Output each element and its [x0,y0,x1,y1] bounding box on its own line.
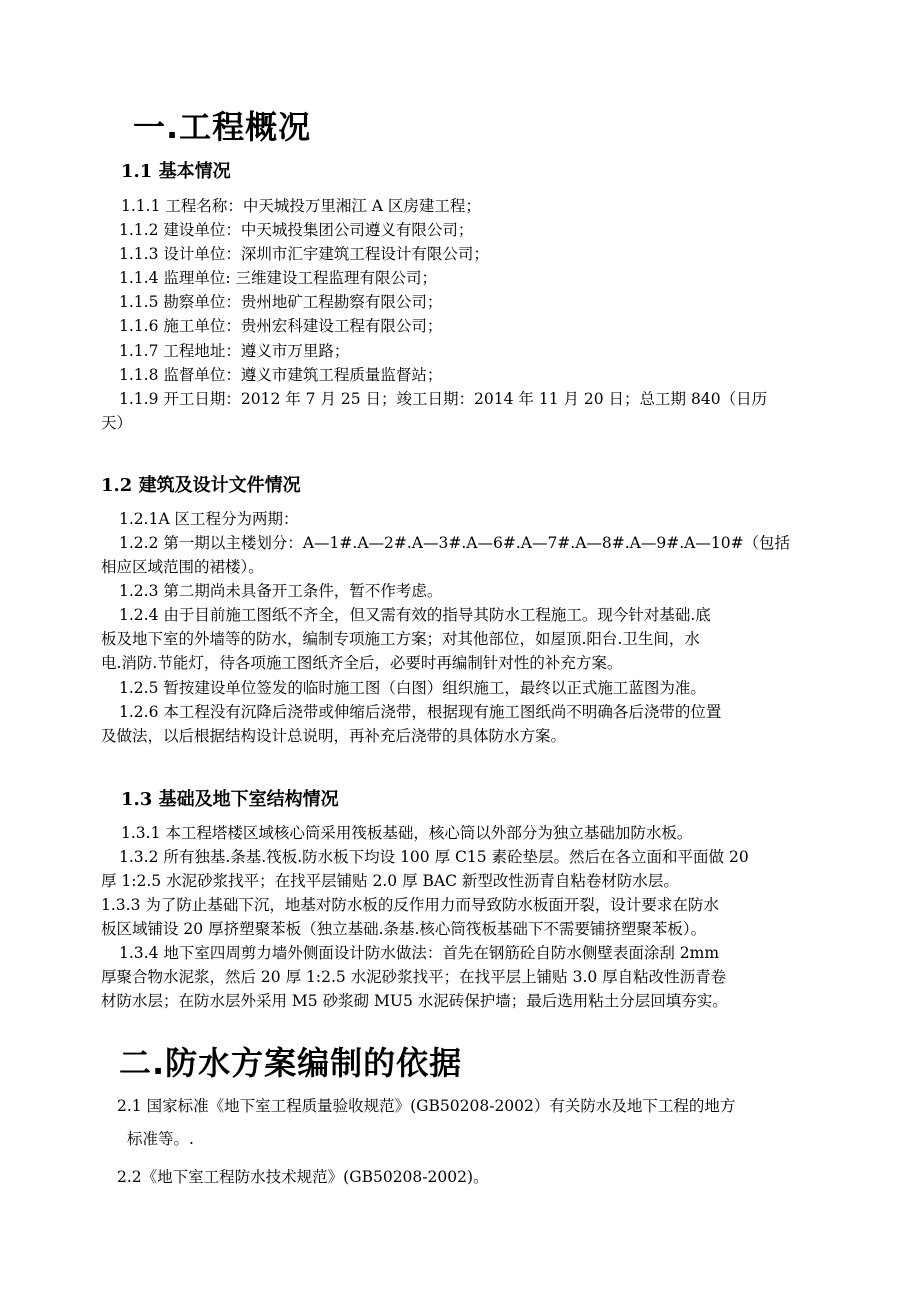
text-line: 1.1.8 监督单位：遵义市建筑工程质量监督站； [119,366,443,384]
text-line: 厚 1:2.5 水泥砂浆找平；在找平层铺贴 2.0 厚 BAC 新型改性沥青自粘卷材防水层。 [101,872,679,890]
text-line: 1.2.1A 区工程分为两期： [119,510,299,528]
subsection-1-3-title: 1.3 基础及地下室结构情况 [121,789,339,810]
text-line: 板区域铺设 20 厚挤塑聚苯板（独立基础.条基.核心筒筏板基础下不需要铺挤塑聚苯板）。 [101,920,707,938]
text-line: 及做法，以后根据结构设计总说明，再补充后浇带的具体防水方案。 [101,727,567,745]
text-line: 2.2《地下室工程防水技术规范》(GB50208-2002)。 [117,1168,489,1186]
text-line: 2.1 国家标准《地下室工程质量验收规范》(GB50208-2002）有关防水及地下工程的地方 [117,1097,736,1115]
text-line: 1.1.6 施工单位：贵州宏科建设工程有限公司； [119,317,443,335]
text-line: 1.1.3 设计单位：深圳市汇宇建筑工程设计有限公司； [119,245,489,263]
text-line: 1.3.2 所有独基.条基.筏板.防水板下均设 100 厚 C15 素砼垫层。然后在各立面和平面做 20 [119,848,749,866]
text-line: 1.1.9 开工日期：2012 年 7 月 25 日；竣工日期：2014 年 11 月 20 日；总工期 840（日历 [119,390,768,408]
text-line: 1.2.3 第二期尚未具备开工条件，暂不作考虑。 [119,582,443,600]
text-line: 板及地下室的外墙等的防水，编制专项施工方案；对其他部位，如屋顶.阳台.卫生间，水 [101,630,700,648]
text-line: 材防水层；在防水层外采用 M5 砂浆砌 MU5 水泥砖保护墙；最后选用粘土分层回填夯实。 [101,992,728,1010]
text-line: 相应区域范围的裙楼）。 [101,558,264,576]
text-line: 1.2.5 暂按建设单位签发的临时施工图（白图）组织施工，最终以正式施工蓝图为准。 [119,679,706,697]
text-line: 1.2.4 由于目前施工图纸不齐全，但又需有效的指导其防水工程施工。现今针对基础.底 [119,606,711,624]
section-1-title: 一.工程概况 [133,108,312,146]
text-line: 标准等。. [127,1130,194,1148]
text-line: 1.1.7 工程地址：遵义市万里路； [119,342,350,360]
text-line: 1.3.4 地下室四周剪力墙外侧面设计防水做法：首先在钢筋砼自防水侧壁表面涂刮 2mm [119,944,720,962]
text-line: 1.3.3 为了防止基础下沉，地基对防水板的反作用力而导致防水板面开裂，设计要求在防水 [101,896,719,914]
text-line: 1.1.5 勘察单位：贵州地矿工程勘察有限公司； [119,293,443,311]
text-line: 1.1.1 工程名称：中天城投万里湘江 A 区房建工程； [121,197,481,215]
text-line: 1.1.4 监理单位: 三维建设工程监理有限公司； [119,269,438,287]
text-line: 1.3.1 本工程塔楼区域核心筒采用筏板基础，核心筒以外部分为独立基础加防水板。 [121,824,693,842]
subsection-1-1-title: 1.1 基本情况 [121,161,231,182]
subsection-1-2-title: 1.2 建筑及设计文件情况 [101,475,301,496]
text-line: 1.2.2 第一期以主楼划分：A—1#.A—2#.A—3#.A—6#.A—7#.A—8#.A—9#.A—10#（包括 [119,534,791,552]
section-2-title: 二.防水方案编制的依据 [119,1044,463,1082]
text-line: 1.1.2 建设单位：中天城投集团公司遵义有限公司； [119,221,474,239]
text-line: 电.消防.节能灯，待各项施工图纸齐全后，必要时再编制针对性的补充方案。 [101,654,623,672]
text-line: 厚聚合物水泥浆，然后 20 厚 1:2.5 水泥砂浆找平；在找平层上铺贴 3.0 厚自粘改性沥青卷 [101,968,727,986]
text-line: 天） [101,414,133,432]
text-line: 1.2.6 本工程没有沉降后浇带或伸缩后浇带，根据现有施工图纸尚不明确各后浇带的位置 [119,703,722,721]
